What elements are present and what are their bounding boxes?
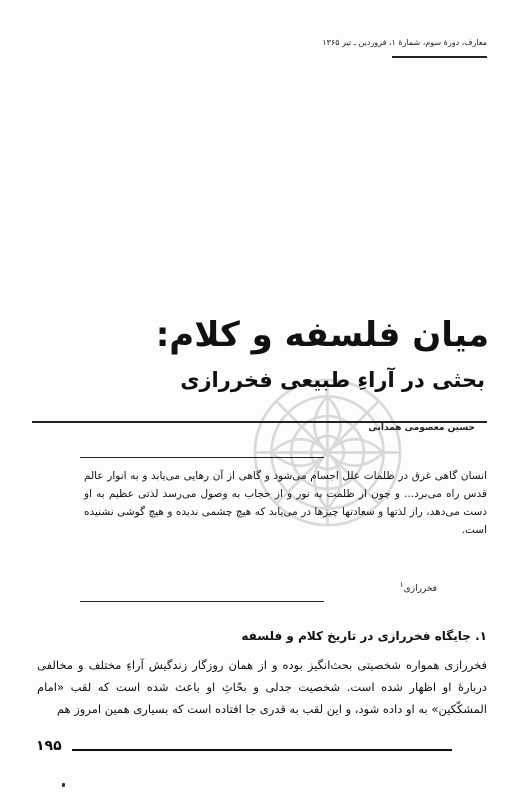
author-name: حسین معصومی همدانی [368, 423, 475, 433]
section-body-text: فخررازی همواره شخصیتی بحث‌انگیز بوده و از همان روزگار زندگیش آراءِ مختلف و مخالفی دربارهٔ او اظهار شده است. شخصیت جدلی و بحّاثِ او باعث شده است که لقب «امام المشکّکین» به او داده شود، و این لقب به قدری جا افتاده است که بسیاری همین امروز هم [37, 658, 487, 716]
article-title: میان فلسفه و کلام: [155, 315, 489, 355]
section-heading: ۱. جایگاه فخررازی در تاریخ کلام و فلسفه [241, 629, 487, 643]
epigraph-text: انسان گاهی غرق در ظلمات علل اجسام می‌شود و گاهی از آن رهایی می‌یابد و به انوار عالم قدس راه می‌برد... و چون از ظلمت به نور و از حجاب به وصول می‌رسد لذتی عظیم به او دست می‌دهد، راز لذتها و سعادتها چیزها در می‌یابد که هیچ چشمی ندیده و هیچ گوشی نشنیده است. [84, 470, 487, 536]
header-rule [392, 56, 487, 58]
epigraph-rule-top [80, 457, 324, 458]
footer-rule [72, 749, 452, 751]
article-subtitle: بحثی در آراءِ طبیعی فخررازی [180, 368, 485, 392]
journal-header: معارف، دورهٔ سوم، شمارهٔ ۱، فروردین ـ تیر ۱۳۶۵ [322, 38, 487, 47]
epigraph-source-name: فخررازی [403, 584, 437, 594]
footnote-marker: ۱ [399, 580, 404, 589]
epigraph-source [400, 580, 437, 594]
scan-speck [62, 783, 65, 787]
page-number: ۱۹۵ [36, 738, 62, 754]
epigraph-rule-bottom [80, 601, 324, 602]
